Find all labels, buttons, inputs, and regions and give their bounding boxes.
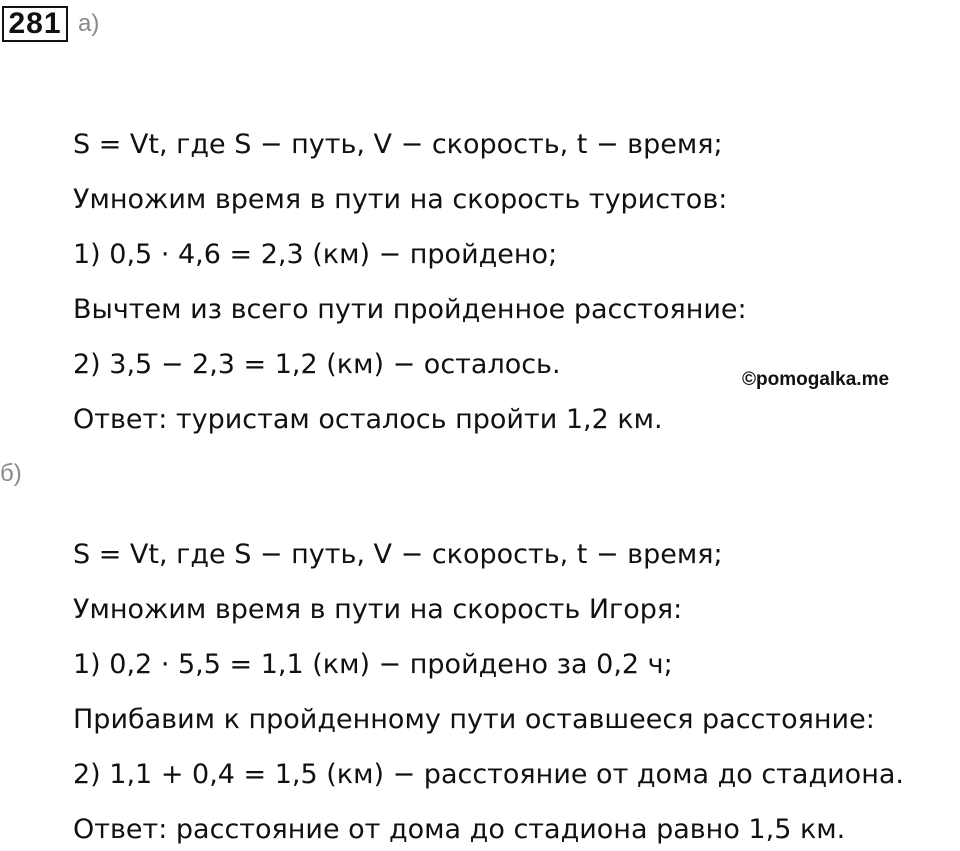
part-b-line-4: Прибавим к пройденному пути оставшееся расстояние: xyxy=(73,704,875,735)
part-a-line-4: Вычтем из всего пути пройденное расстояние: xyxy=(73,294,747,325)
part-b-line-3: 1) 0,2 · 5,5 = 1,1 (км) − пройдено за 0,2 ч; xyxy=(73,649,673,680)
part-a-line-5: 2) 3,5 − 2,3 = 1,2 (км) − осталось. xyxy=(73,349,561,380)
watermark: ©pomogalka.me xyxy=(742,369,890,390)
part-b-line-1: S = Vt, где S − путь, V − скорость, t − время; xyxy=(73,539,723,570)
part-b-line-6: Ответ: расстояние от дома до стадиона равно 1,5 км. xyxy=(73,814,846,845)
part-a-line-2: Умножим время в пути на скорость туристов: xyxy=(73,184,728,215)
part-b-line-2: Умножим время в пути на скорость Игоря: xyxy=(73,594,683,625)
part-a-label: а) xyxy=(78,10,100,37)
part-a-line-3: 1) 0,5 · 4,6 = 2,3 (км) − пройдено; xyxy=(73,239,558,270)
part-b-label: б) xyxy=(0,460,22,487)
part-a-line-6: Ответ: туристам осталось пройти 1,2 км. xyxy=(73,404,663,435)
part-a-line-1: S = Vt, где S − путь, V − скорость, t − время; xyxy=(73,129,723,160)
part-b-line-5: 2) 1,1 + 0,4 = 1,5 (км) − расстояние от дома до стадиона. xyxy=(73,759,904,790)
problem-number: 281 xyxy=(2,6,68,42)
